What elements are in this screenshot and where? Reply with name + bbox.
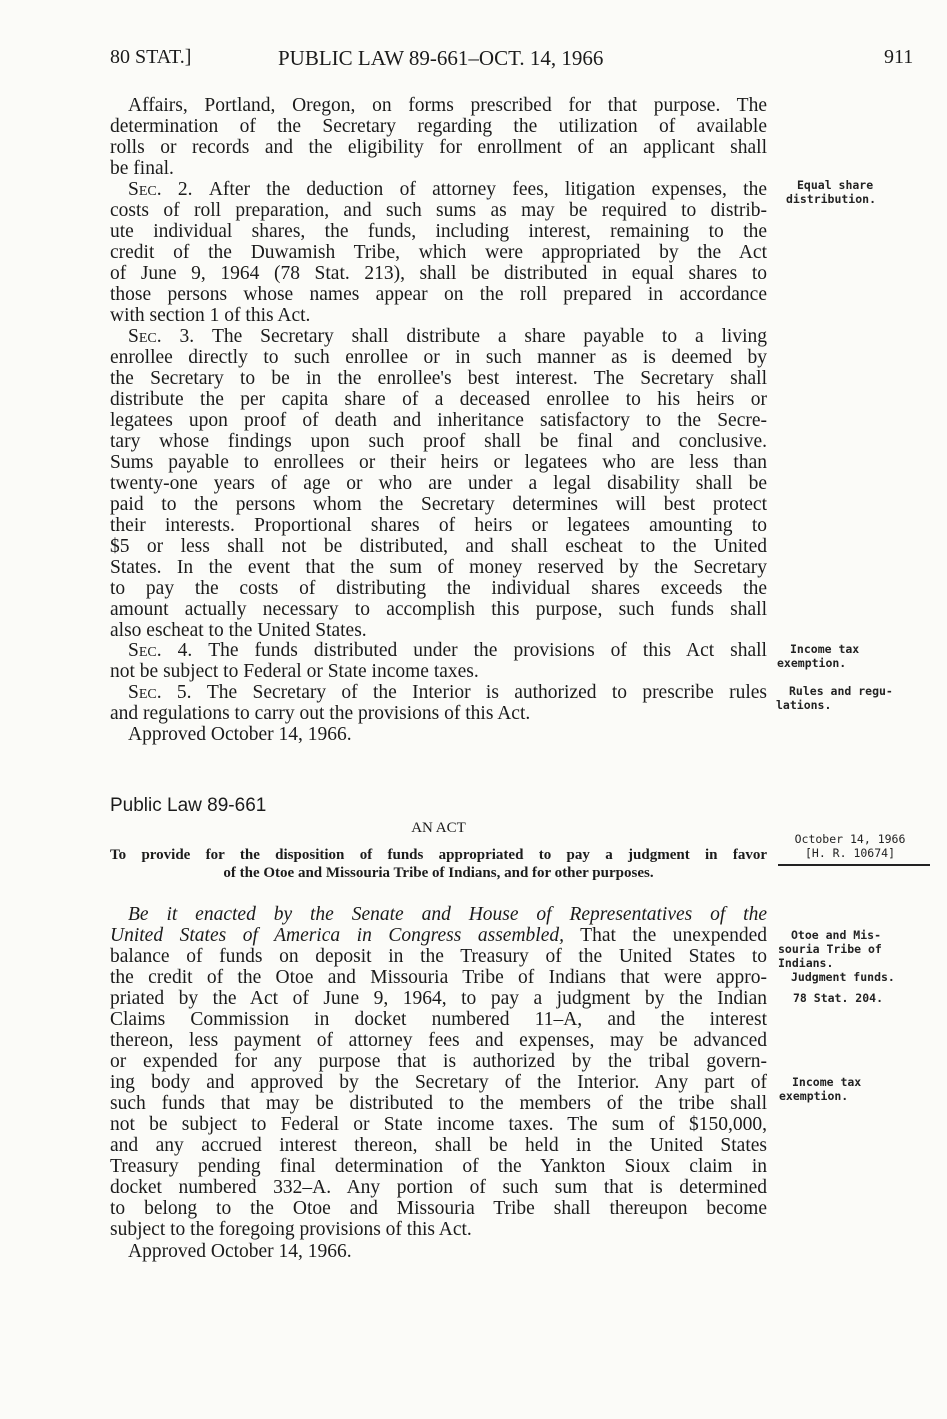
line-text: twenty-one years of age or who are under a legal disability shall be (110, 473, 767, 494)
line-text: to belong to the Otoe and Missouria Tribe shall thereupon become (110, 1198, 767, 1219)
text-line (110, 326, 767, 347)
note-line: Rules and regu- (789, 684, 893, 698)
section-label: Sec. 2. (128, 179, 209, 200)
line-text: docket numbered 332–A. Any portion of such sum that is determined (110, 1177, 767, 1198)
text-line (110, 95, 767, 116)
text-line (110, 536, 767, 557)
note-line: October 14, 1966 (794, 832, 906, 846)
margin-note-income-tax (777, 642, 859, 670)
line-text: tary whose findings upon such proof shall be final and conclusive. (110, 431, 767, 452)
header-page-ref: 80 STAT.] (110, 46, 192, 68)
line-text: determination of the Secretary regarding the utilization of available (110, 116, 767, 137)
note-line: lations. (776, 698, 832, 712)
text-line (110, 1219, 767, 1240)
text-line (110, 494, 767, 515)
text-line (110, 925, 767, 946)
line-text: such funds that may be distributed to the members of the tribe shall (110, 1093, 767, 1114)
text-line (110, 200, 767, 221)
line-text: costs of roll preparation, and such sums as may be required to distrib- (110, 200, 767, 221)
line-text: amount actually necessary to accomplish this purpose, such funds shall (110, 599, 767, 620)
text-line (110, 368, 767, 389)
text-line (110, 1093, 767, 1114)
line-text: Affairs, Portland, Oregon, on forms prescribed for that purpose. The (128, 95, 767, 116)
text-line (110, 682, 767, 703)
line-text: or expended for any purpose that is authorized by the tribal govern- (110, 1051, 767, 1072)
text-line (110, 1177, 767, 1198)
line-text: balance of funds on deposit in the Treasury of the United States to (110, 946, 767, 967)
line-text: the Secretary to be in the enrollee's best interest. The Secretary shall (110, 368, 767, 389)
note-line: Indians. (778, 956, 834, 970)
line-text: Treasury pending final determination of the Yankton Sioux claim in (110, 1156, 767, 1177)
section-label: Sec. 5. (128, 682, 207, 703)
act-title-line: To provide for the disposition of funds appropriated to pay a judgment in favor (110, 847, 767, 863)
section-5 (110, 682, 767, 724)
text-line (110, 578, 767, 599)
line-text: not be subject to Federal or State income taxes. The sum of $150,000, (110, 1114, 767, 1135)
margin-note-income-tax-2 (779, 1075, 861, 1103)
divider (778, 864, 930, 866)
note-line: Equal share (797, 178, 874, 192)
note-line: Judgment funds. (791, 970, 895, 984)
line-text: Approved October 14, 1966. (128, 724, 352, 745)
note-line: souria Tribe of (778, 942, 882, 956)
line-text: credit of the Duwamish Tribe, which were appropriated by the Act (110, 242, 767, 263)
line-text: be final. (110, 158, 174, 179)
text-line (110, 724, 767, 745)
section-4 (110, 640, 767, 682)
line-text: legatees upon proof of death and inheritance satisfactory to the Secre- (110, 410, 767, 431)
line-text: thereon, less payment of attorney fees and expenses, may be advanced (110, 1030, 767, 1051)
text-line (110, 1051, 767, 1072)
text-line (110, 515, 767, 536)
text-line (110, 431, 767, 452)
text-line (110, 179, 767, 200)
line-text: not be subject to Federal or State income taxes. (110, 661, 479, 682)
text-line (110, 1114, 767, 1135)
text-line (110, 389, 767, 410)
section-label: Sec. 4. (128, 640, 209, 661)
line-text: After the deduction of attorney fees, litigation expenses, the (208, 179, 767, 200)
line-text: Claims Commission in docket numbered 11–A, and the interest (110, 1009, 767, 1030)
line-text: Sums payable to enrollees or their heirs or legatees who are less than (110, 452, 767, 473)
line-text: and any accrued interest thereon, shall be held in the United States (110, 1135, 767, 1156)
enacting-clause (110, 904, 767, 1240)
line-text: States. In the event that the sum of money reserved by the Secretary (110, 557, 767, 578)
line-text: Approved October 14, 1966. (128, 1241, 352, 1262)
text-line (110, 620, 767, 641)
text-line (110, 703, 767, 724)
note-line: Income tax (790, 642, 860, 656)
approval-date-1 (110, 724, 767, 745)
line-text: with section 1 of this Act. (110, 305, 311, 326)
act-title (110, 846, 767, 882)
line-text: ute individual shares, the funds, including interest, remaining to the (110, 221, 767, 242)
line-text: ing body and approved by the Secretary of the Interior. Any part of (110, 1072, 767, 1093)
text-line (110, 1009, 767, 1030)
text-line (110, 1072, 767, 1093)
text-line (110, 988, 767, 1009)
text-line (110, 1241, 767, 1262)
line-text: their interests. Proportional shares of heirs or legatees amounting to (110, 515, 767, 536)
note-line: exemption. (779, 1089, 849, 1103)
text-line (110, 967, 767, 988)
text-line (110, 263, 767, 284)
note-line: distribution. (786, 192, 877, 206)
italic-text: United States of America in Congress assembled, (110, 925, 564, 946)
line-text: The Secretary of the Interior is authorized to prescribe rules (206, 682, 767, 703)
text-line (110, 221, 767, 242)
text-line (110, 116, 767, 137)
line-text: to pay the costs of distributing the individual shares exceeds the (110, 578, 767, 599)
text-line (110, 904, 767, 925)
page-number: 911 (884, 46, 914, 68)
line-text: subject to the foregoing provisions of this Act. (110, 1219, 472, 1240)
text-line (110, 410, 767, 431)
paragraph-continuation (110, 95, 767, 179)
an-act-heading: AN ACT (411, 820, 466, 836)
section-3 (110, 326, 767, 641)
act-title-line: of the Otoe and Missouria Tribe of Indians, and for other purposes. (223, 865, 654, 881)
text-line (110, 1198, 767, 1219)
line-text: rolls or records and the eligibility for enrollment of an applicant shall (110, 137, 767, 158)
statute-citation: 78 Stat. 204. (793, 991, 884, 1005)
text-line (110, 946, 767, 967)
text-line (110, 473, 767, 494)
note-line: exemption. (777, 656, 847, 670)
line-text: also escheat to the United States. (110, 620, 367, 641)
public-law-number: Public Law 89-661 (110, 795, 267, 816)
text-line (110, 557, 767, 578)
text-line (110, 242, 767, 263)
line-text: of June 9, 1964 (78 Stat. 213), shall be distributed in equal shares to (110, 263, 767, 284)
line-text: The Secretary shall distribute a share payable to a living (211, 326, 767, 347)
margin-note-equal-share (786, 178, 876, 206)
italic-text: Be it enacted by the Senate and House of Representatives of the (128, 904, 767, 925)
note-line: Otoe and Mis- (791, 928, 882, 942)
text-line (110, 640, 767, 661)
text-line (110, 661, 767, 682)
text-line (110, 347, 767, 368)
line-text: distribute the per capita share of a deceased enrollee to his heirs or (110, 389, 767, 410)
text-line (110, 1135, 767, 1156)
text-line (110, 284, 767, 305)
text-line (110, 158, 767, 179)
line-text: the credit of the Otoe and Missouria Tribe of Indians that were appro- (110, 967, 767, 988)
text-line (110, 599, 767, 620)
margin-note-otoe (778, 928, 895, 1005)
line-text: priated by the Act of June 9, 1964, to pay a judgment by the Indian (110, 988, 767, 1009)
text-line (110, 452, 767, 473)
section-2 (110, 179, 767, 326)
section-label: Sec. 3. (128, 326, 212, 347)
text-line (110, 137, 767, 158)
line-text: That the unexpended (563, 925, 768, 946)
margin-note-date (770, 832, 930, 860)
line-text: paid to the persons whom the Secretary determines will best protect (110, 494, 767, 515)
header-title: PUBLIC LAW 89-661–OCT. 14, 1966 (278, 46, 604, 70)
line-text: $5 or less shall not be distributed, and shall escheat to the United (110, 536, 767, 557)
approval-date-2 (110, 1241, 767, 1262)
line-text: those persons whose names appear on the roll prepared in accordance (110, 284, 767, 305)
note-line: Income tax (792, 1075, 862, 1089)
text-line (110, 305, 767, 326)
text-line (110, 1030, 767, 1051)
text-line (110, 1156, 767, 1177)
margin-note-rules (776, 684, 893, 712)
line-text: The funds distributed under the provisions of this Act shall (208, 640, 767, 661)
line-text: and regulations to carry out the provisions of this Act. (110, 703, 531, 724)
line-text: enrollee directly to such enrollee or in such manner as is deemed by (110, 347, 767, 368)
bill-number: [H. R. 10674] (804, 846, 895, 860)
